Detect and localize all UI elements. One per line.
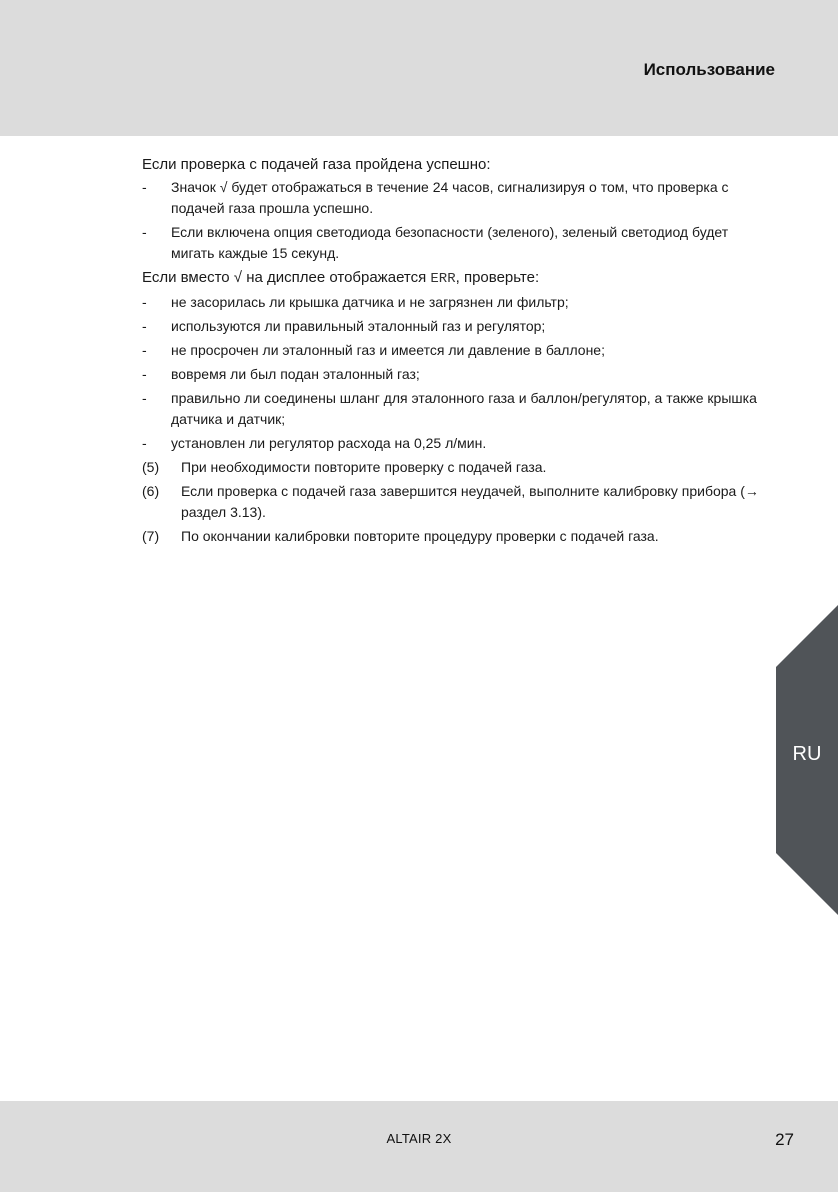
err-intro: [142, 267, 772, 290]
dash-bullet: -: [142, 318, 147, 334]
page-number: 27: [775, 1130, 794, 1149]
language-tab: [776, 605, 838, 915]
list-item: [142, 340, 772, 361]
list-item-text: правильно ли соединены шланг для эталонного газа и баллон/регулятор, а также крышка датчика и датчик;: [171, 390, 757, 427]
dash-bullet: -: [142, 390, 147, 406]
main-content: [142, 154, 772, 550]
step-text: По окончании калибровки повторите процедуру проверки с подачей газа.: [181, 528, 659, 544]
list-item-text: не просрочен ли эталонный газ и имеется ли давление в баллоне;: [171, 342, 605, 358]
list-item-text: не засорилась ли крышка датчика и не загрязнен ли фильтр;: [171, 294, 569, 310]
list-item: [142, 316, 772, 337]
step-item: [142, 481, 772, 523]
list-item-text: Если включена опция светодиода безопасности (зеленого), зеленый светодиод будет мигать каждые 15 секунд.: [171, 224, 729, 261]
language-label: RU: [792, 743, 822, 765]
step-item: [142, 526, 772, 547]
err-code: ERR: [430, 271, 456, 287]
list-item: [142, 388, 772, 430]
step-number: (6): [142, 483, 160, 499]
list-item: [142, 292, 772, 313]
step-text: При необходимости повторите проверку с подачей газа.: [181, 459, 547, 475]
product-name: ALTAIR 2X: [386, 1131, 452, 1146]
step-number: (7): [142, 528, 160, 544]
step-item: [142, 457, 772, 478]
err-intro-suffix: , проверьте:: [455, 269, 540, 286]
dash-bullet: -: [142, 435, 147, 451]
err-intro-prefix: Если вместо √ на дисплее отображается: [142, 269, 431, 286]
dash-bullet: -: [142, 224, 147, 240]
dash-bullet: -: [142, 294, 147, 310]
step-list: [142, 457, 772, 547]
step-number: (5): [142, 459, 160, 475]
dash-bullet: -: [142, 342, 147, 358]
list-item-text: установлен ли регулятор расхода на 0,25 л/мин.: [171, 435, 487, 451]
list-item: [142, 222, 772, 264]
list-item-text: вовремя ли был подан эталонный газ;: [171, 366, 420, 382]
dash-bullet: -: [142, 366, 147, 382]
success-list: [142, 177, 772, 264]
success-intro: Если проверка с подачей газа пройдена успешно:: [142, 156, 491, 173]
section-title: Использование: [643, 60, 775, 79]
list-item: [142, 364, 772, 385]
list-item: [142, 177, 772, 219]
dash-bullet: -: [142, 179, 147, 195]
check-list: [142, 292, 772, 454]
list-item-text: используются ли правильный эталонный газ и регулятор;: [171, 318, 546, 334]
page-footer: [0, 1101, 838, 1192]
list-item: [142, 433, 772, 454]
step-text: Если проверка с подачей газа завершится неудачей, выполните калибровку прибора (→ раздел 3.13).: [181, 483, 759, 520]
page-header: [0, 0, 838, 136]
list-item-text: Значок √ будет отображаться в течение 24 часов, сигнализируя о том, что проверка с подачей газа прошла успешно.: [171, 179, 729, 216]
